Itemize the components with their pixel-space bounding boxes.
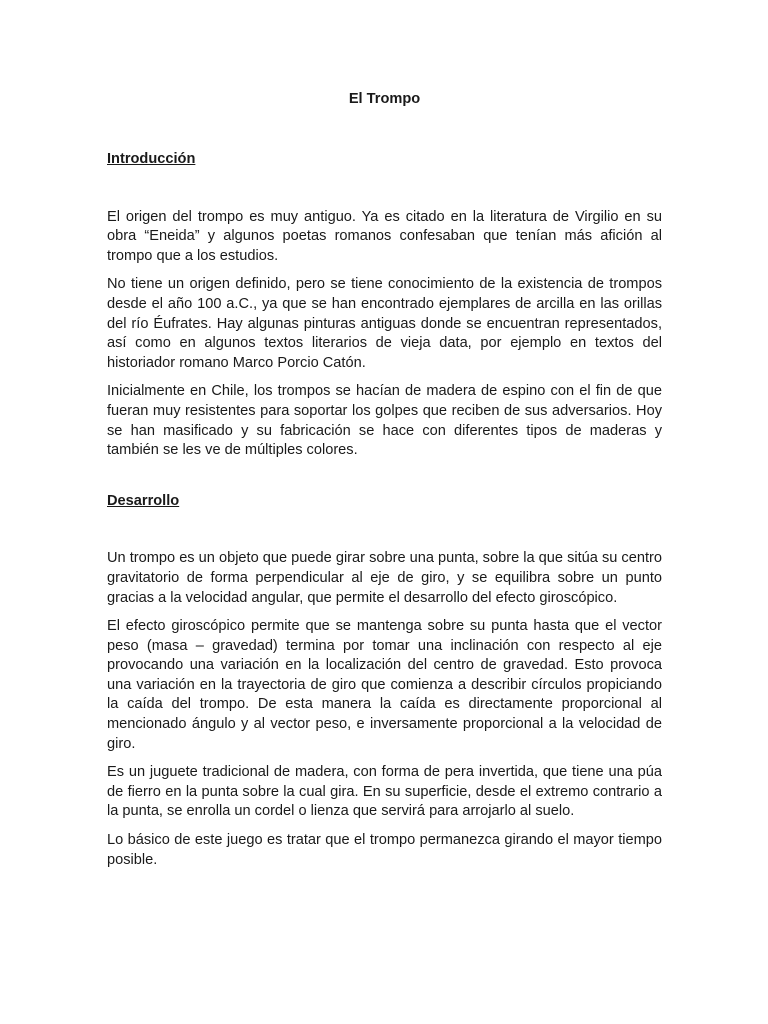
section-heading-introduccion: Introducción <box>107 151 196 167</box>
paragraph: Inicialmente en Chile, los trompos se hacían de madera de espino con el fin de que fueran muy resistentes para soportar los golpes que reciben de sus adversarios. Hoy se han masificado y su fabricación se hace con diferentes tipos de maderas y también se les ve de múltiples colores. <box>107 383 662 459</box>
document-title: El Trompo <box>348 91 421 107</box>
paragraph: El origen del trompo es muy antiguo. Ya es citado en la literatura de Virgilio en su obra “Eneida” y algunos poetas romanos confesaban que tenían más afición al trompo que a los estudios. <box>107 208 662 264</box>
document-page <box>107 90 662 879</box>
paragraph: Es un juguete tradicional de madera, con forma de pera invertida, que tiene una púa de fierro en la punta sobre la cual gira. En su superficie, desde el extremo contrario a la punta, se enrolla un cordel o lienza que servirá para arrojarlo al suelo. <box>107 764 662 820</box>
section-heading-desarrollo: Desarrollo <box>107 492 180 509</box>
paragraph: No tiene un origen definido, pero se tiene conocimiento de la existencia de trompos desde el año 100 a.C., ya que se han encontrado ejemplares de arcilla en las orillas del río Éufrates. Hay algunas pinturas antiguas donde se encuentran representados, así como en algunos textos literarios de vieja data, por ejemplo en textos del historiador romano Marco Porcio Catón. <box>107 276 662 371</box>
paragraph: El efecto giroscópico permite que se mantenga sobre su punta hasta que el vector peso (masa – gravedad) termina por tomar una inclinación con respecto al eje provocando una variación en la localización del centro de gravedad. Esto provoca una variación en la trayectoria de giro que comienza a describir círculos propiciando la caída del trompo. De esta manera la caída es directamente proporcional al mencionado ángulo y al vector peso, e inversamente proporcional a la velocidad de giro. <box>107 618 662 752</box>
paragraph: Un trompo es un objeto que puede girar sobre una punta, sobre la que sitúa su centro gravitatorio de forma perpendicular al eje de giro, y se equilibra sobre un punto gracias a la velocidad angular, que permite el desarrollo del efecto giroscópico. <box>107 550 662 606</box>
paragraph: Lo básico de este juego es tratar que el trompo permanezca girando el mayor tiempo posible. <box>107 832 662 868</box>
